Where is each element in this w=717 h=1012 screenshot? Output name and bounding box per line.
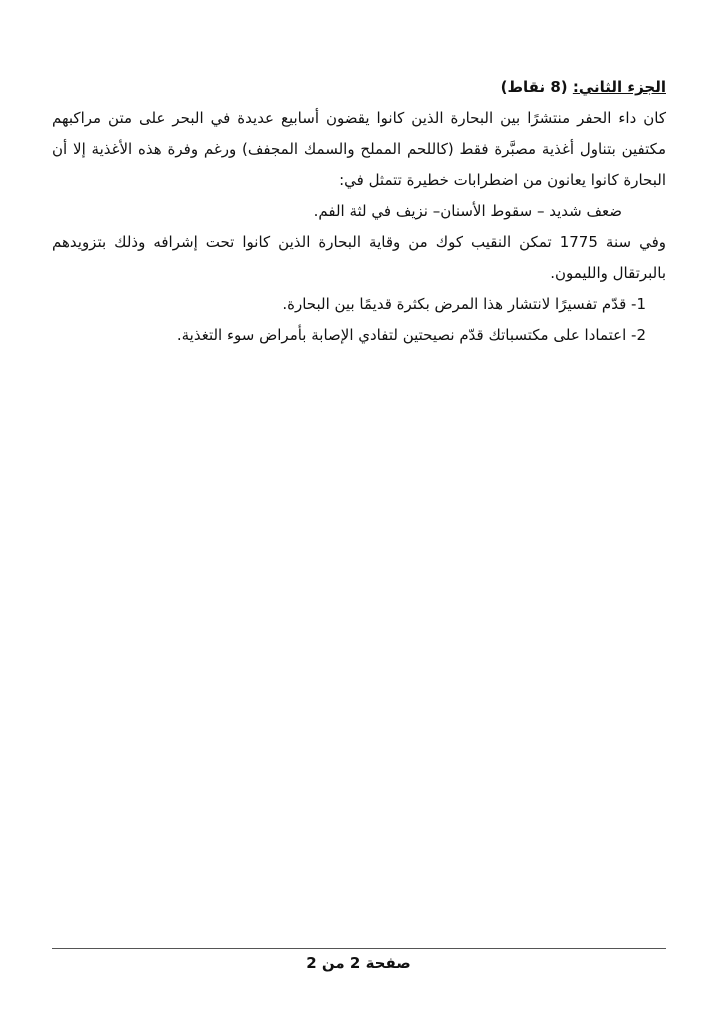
page-number: صفحة 2 من 2 — [306, 954, 411, 972]
symptoms-line: ضعف شديد – سقوط الأسنان– نزيف في لثة الفم. — [313, 202, 622, 220]
intro-paragraph: كان داء الحفر منتشرًا بين البحارة الذين كانوا يقضون أسابيع عديدة في البحر على متن مراكبهم مكتفين بتناول أغذية مصبَّرة فقط (كاللحم المملح والسمك المجفف) ورغم وفرة هذه الأغذية إلا أن البحارة كانوا يعانون من اضطرابات خطيرة تتمثل في: — [52, 109, 666, 189]
exam-page-content — [52, 72, 666, 351]
cook-paragraph: وفي سنة 1775 تمكن النقيب كوك من وقاية البحارة الذين كانوا تحت إشرافه وذلك بتزويدهم بالبرتقال والليمون. — [52, 233, 667, 282]
footer-divider — [52, 948, 666, 949]
section-title: الجزء الثاني: — [572, 78, 666, 96]
section-heading — [52, 72, 666, 103]
question-1: 1- قدّم تفسيرًا لانتشار هذا المرض بكثرة قديمًا بين البحارة. — [282, 295, 646, 313]
section-points: (8 نقاط) — [500, 78, 568, 96]
question-2: 2- اعتمادا على مكتسباتك قدّم نصيحتين لتفادي الإصابة بأمراض سوء التغذية. — [176, 326, 646, 344]
